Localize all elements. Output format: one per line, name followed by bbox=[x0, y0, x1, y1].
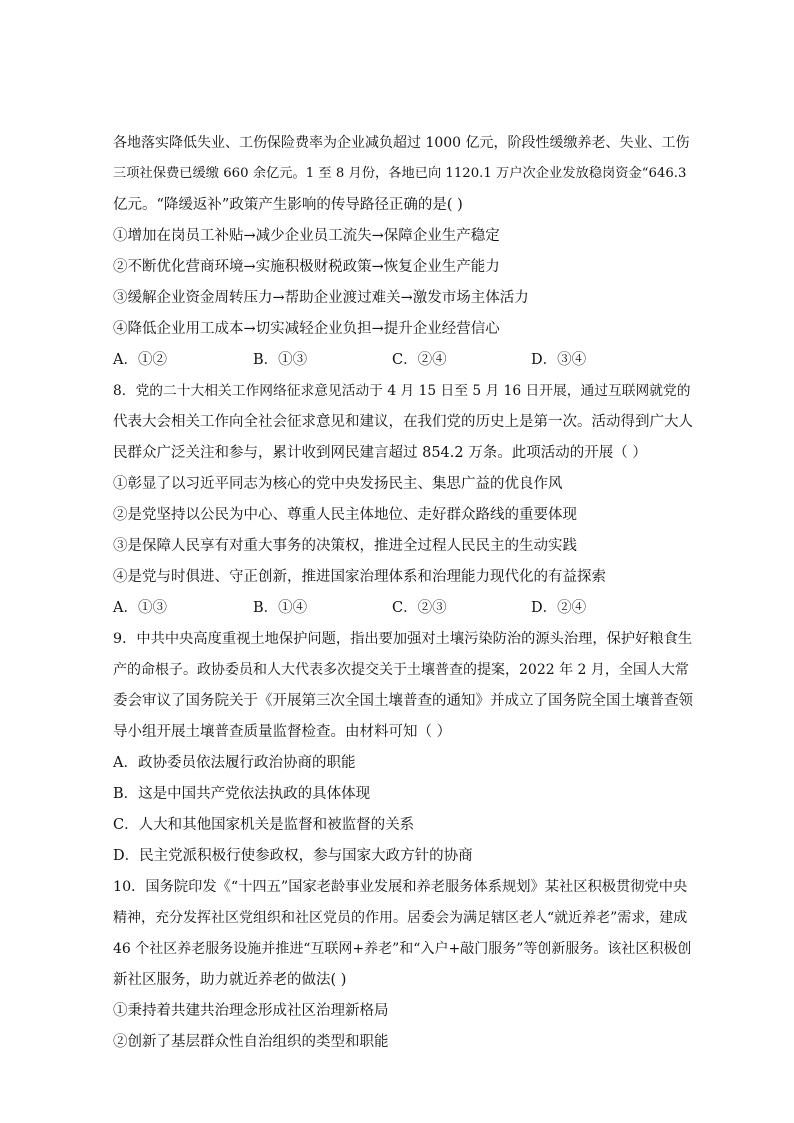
q9-option-c: C．人大和其他国家机关是监督和被监督的关系 bbox=[113, 817, 415, 833]
q7-choice-d: D．③④ bbox=[531, 352, 587, 368]
q7-choices bbox=[113, 350, 693, 370]
q8-choice-d: D．②④ bbox=[531, 600, 587, 616]
q7-stem-line: 亿元。“降缓返补”政策产生影响的传导路径正确的是( ) bbox=[113, 197, 463, 213]
q10-item-2: ②创新了基层群众性自治组织的类型和职能 bbox=[113, 1034, 389, 1050]
q9-stem-line: 9．中共中央高度重视土地保护问题，指出要加强对土壤污染防治的源头治理，保护好粮食生 bbox=[113, 631, 693, 647]
q7-choice-a: A．①② bbox=[113, 352, 167, 368]
q9-stem-line: 委会审议了国务院关于《开展第三次全国土壤普查的通知》并成立了国务院全国土壤普查领 bbox=[113, 693, 693, 709]
q7-choice-b: B．①③ bbox=[253, 352, 308, 368]
q10-stem-line: 10．国务院印发《“十四五”国家老龄事业发展和养老服务体系规划》某社区积极贯彻党中央 bbox=[113, 879, 688, 895]
q10-stem-line: 46 个社区养老服务设施并推进“互联网+养老”和“入户+敲门服务”等创新服务。该社区积极创 bbox=[113, 941, 692, 957]
q7-stem-line: 三项社保费已缓缴 660 余亿元。1 至 8 月份，各地已向 1120.1 万户次企业发放稳岗资金“646.3 bbox=[113, 166, 687, 181]
q7-item-4: ④降低企业用工成本→切实减轻企业负担→提升企业经营信心 bbox=[113, 321, 500, 337]
q8-choice-b: B．①④ bbox=[253, 600, 308, 616]
q8-choice-a: A．①③ bbox=[113, 600, 167, 616]
q9-option-a: A．政协委员依法履行政治协商的职能 bbox=[113, 755, 356, 771]
q8-choices bbox=[113, 598, 693, 618]
q9-option-d: D．民主党派积极行使参政权，参与国家大政方针的协商 bbox=[113, 848, 473, 864]
q10-stem-line: 精神，充分发挥社区党组织和社区党员的作用。居委会为满足辖区老人“就近养老”需求，建成 bbox=[113, 910, 688, 926]
q8-stem-line: 8．党的二十大相关工作网络征求意见活动于 4 月 15 日至 5 月 16 日开展，通过互联网就党的 bbox=[113, 383, 691, 399]
q8-stem-line: 代表大会相关工作向全社会征求意见和建议，在我们党的历史上是第一次。活动得到广大人 bbox=[113, 414, 693, 430]
q9-stem-line: 导小组开展土壤普查质量监督检查。由材料可知（ ） bbox=[113, 724, 452, 740]
q9-option-b: B．这是中国共产党依法执政的具体体现 bbox=[113, 786, 371, 802]
q8-item-3: ③是保障人民享有对重大事务的决策权，推进全过程人民民主的生动实践 bbox=[113, 538, 577, 554]
q10-stem-line: 新社区服务，助力就近养老的做法( ) bbox=[113, 972, 347, 988]
q8-item-4: ④是党与时俱进、守正创新，推进国家治理体系和治理能力现代化的有益探索 bbox=[113, 569, 606, 585]
q7-stem-line: 各地落实降低失业、工伤保险费率为企业减负超过 1000 亿元，阶段性缓缴养老、失业、工伤 bbox=[113, 135, 690, 151]
q9-stem-line: 产的命根子。政协委员和人大代表多次提交关于土壤普查的提案，2022 年 2 月，全国人大常 bbox=[113, 662, 689, 678]
q7-item-1: ①增加在岗员工补贴→减少企业员工流失→保障企业生产稳定 bbox=[113, 228, 500, 244]
q7-item-2: ②不断优化营商环境→实施积极财税政策→恢复企业生产能力 bbox=[113, 259, 500, 275]
q7-item-3: ③缓解企业资金周转压力→帮助企业渡过难关→激发市场主体活力 bbox=[113, 290, 529, 306]
q10-item-1: ①秉持着共建共治理念形成社区治理新格局 bbox=[113, 1003, 389, 1019]
q8-item-2: ②是党坚持以公民为中心、尊重人民主体地位、走好群众路线的重要体现 bbox=[113, 507, 577, 523]
q7-choice-c: C．②④ bbox=[392, 352, 447, 368]
q8-stem-line: 民群众广泛关注和参与，累计收到网民建言超过 854.2 万条。此项活动的开展（ ） bbox=[113, 445, 647, 461]
q8-choice-c: C．②③ bbox=[392, 600, 447, 616]
q8-item-1: ①彰显了以习近平同志为核心的党中央发扬民主、集思广益的优良作风 bbox=[113, 476, 563, 492]
